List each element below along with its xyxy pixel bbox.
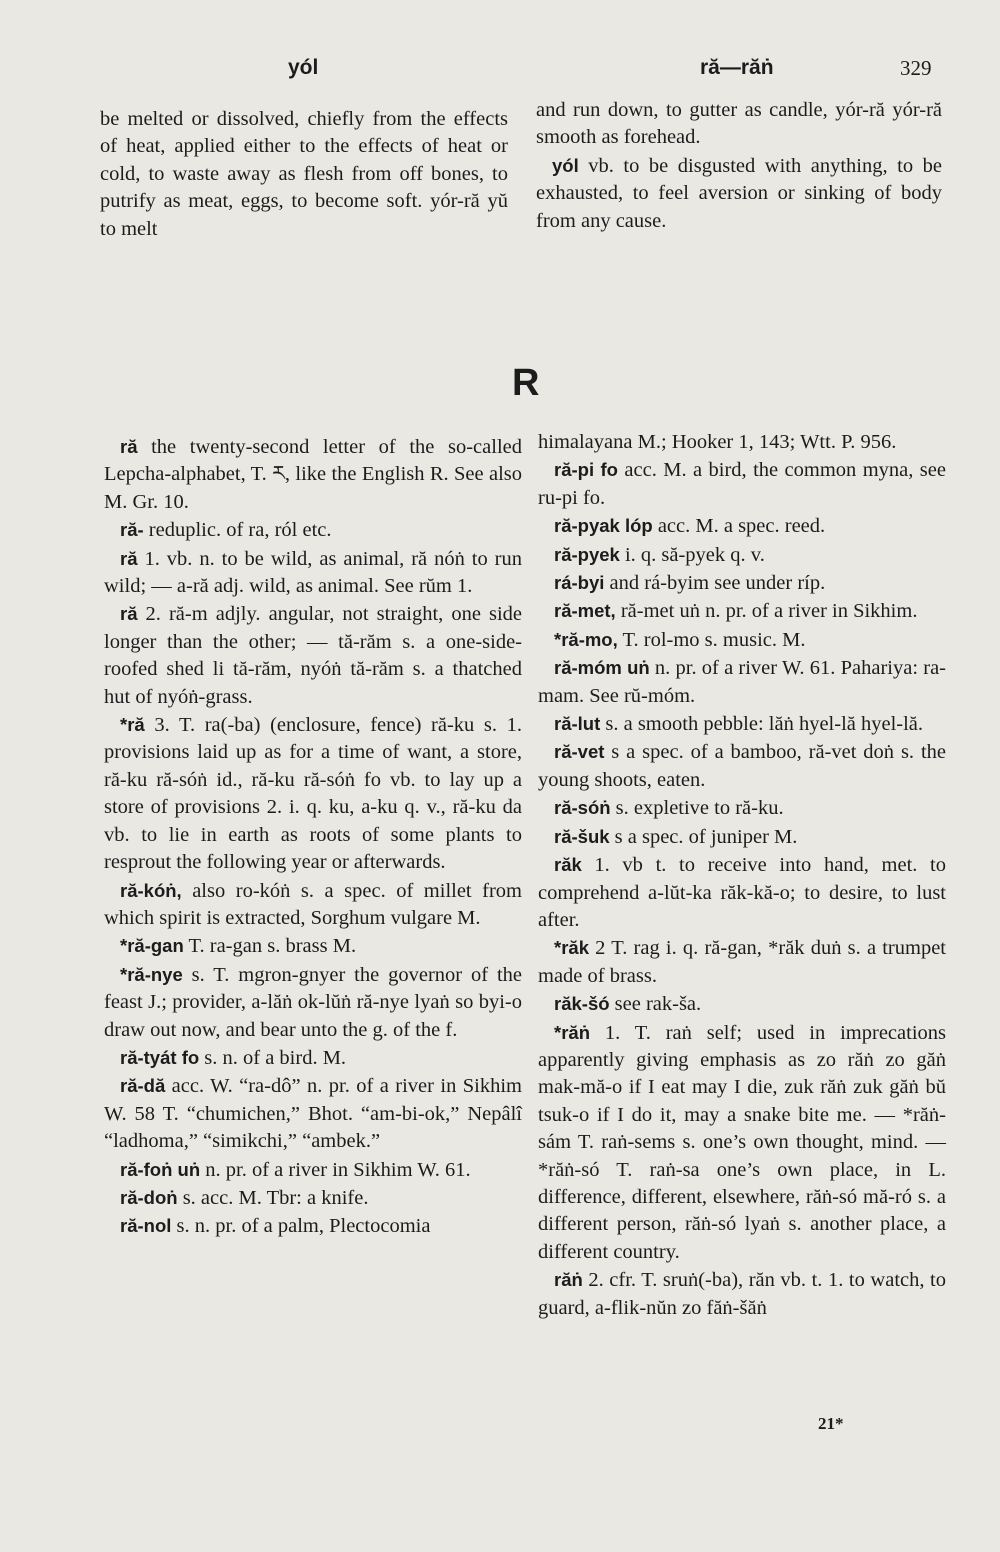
right-column (538, 428, 946, 1322)
entry (104, 516, 522, 544)
entry (104, 1044, 522, 1072)
entry (538, 738, 946, 794)
entry-definition: 2 T. rag i. q. ră-gan, *răk duṅ s. a trumpet made of brass. (538, 937, 946, 987)
entry (538, 1266, 946, 1322)
page-number: 329 (900, 56, 932, 80)
headword: ră-tyát fo (120, 1046, 200, 1068)
entry-definition: 1. vb t. to receive into hand, met. to comprehend a-lŭt-ka răk-kă-o; to desire, to lust after. (538, 854, 946, 931)
running-head-left: yól (288, 56, 319, 79)
entry (104, 1184, 522, 1212)
entry (538, 541, 946, 569)
headword: răṅ (554, 1269, 583, 1291)
entry-definition: T. rol-mo s. music. M. (617, 628, 806, 651)
headword: răk (554, 854, 582, 876)
headword: ră-met, (554, 600, 616, 622)
entry-definition: the twenty-second letter of the so-called Lepcha-alphabet, T. ར, like the English R. See also M. Gr. 10. (104, 436, 522, 513)
entry (538, 626, 946, 654)
entry-definition: s a spec. of a bamboo, ră-vet doṅ s. the young shoots, eaten. (538, 741, 946, 791)
entry-definition: 2. cfr. T. sruṅ(-ba), răn vb. t. 1. to watch, to guard, a-flik-nŭn zo făṅ-šăṅ (538, 1269, 946, 1319)
headword: *ră-mo, (554, 628, 618, 650)
entry (538, 597, 946, 625)
headword: ră-pyek (554, 543, 620, 565)
entry (538, 710, 946, 738)
entry-definition: reduplic. of ra, ról etc. (143, 519, 332, 542)
entry (538, 654, 946, 710)
entry-definition: s. a smooth pebble: lăṅ hyel-lă hyel-lă. (600, 713, 924, 736)
entry-definition: ră-met uṅ n. pr. of a river in Sikhim. (615, 600, 918, 623)
headword: ră (120, 436, 138, 457)
entry (104, 1212, 522, 1240)
entry (538, 428, 946, 456)
headword: *ră-nye (120, 963, 183, 985)
entry (538, 1019, 946, 1267)
headword: răk-šó (554, 993, 610, 1015)
entry-definition: himalayana M.; Hooker 1, 143; Wtt. P. 956. (538, 431, 897, 453)
section-letter: R (512, 362, 540, 404)
entry (538, 934, 946, 990)
entry-definition: s. n. pr. of a palm, Plectocomia (171, 1215, 431, 1238)
entry-definition: i. q. să-pyek q. v. (619, 543, 765, 566)
entry-definition: s. expletive to ră-ku. (610, 797, 784, 820)
entry (538, 456, 946, 512)
entry-definition: acc. W. “ra-dô” n. pr. of a river in Sikhim W. 58 T. “chumichen,” Bhot. “am-bi-ok,” Nepâlî “ladhoma,” “simikchi,” “ambek.” (104, 1075, 522, 1153)
entry (538, 851, 946, 934)
headword: ră- (120, 519, 144, 541)
entry-definition: s. n. of a bird. M. (199, 1046, 347, 1069)
entry (538, 823, 946, 851)
entry-definition: s a spec. of juniper M. (609, 825, 798, 848)
entry-definition: n. pr. of a river in Sikhim W. 61. (200, 1158, 471, 1181)
headword: ră-pyak lóp (554, 515, 653, 537)
entry-definition: acc. M. a spec. reed. (652, 515, 826, 538)
running-head-center: ră—răṅ (700, 56, 774, 79)
entry-definition: n. pr. of a river W. 61. Pahariya: ra-mam. See rŭ-móm. (538, 657, 946, 707)
entry (538, 794, 946, 822)
headword: ră-dă (120, 1075, 166, 1097)
entry (104, 932, 522, 960)
entry (104, 961, 522, 1044)
entry (104, 1156, 522, 1184)
entry-definition: vb. to be disgusted with anything, to be exhausted, to feel aversion or sinking of body from any cause. (536, 154, 942, 232)
entry (104, 545, 522, 601)
entry-definition: s. acc. M. Tbr: a knife. (177, 1186, 369, 1209)
headword: ră-doṅ (120, 1186, 178, 1208)
entry (104, 600, 522, 711)
top-right-column (536, 97, 942, 235)
entry (104, 711, 522, 876)
left-column (104, 433, 522, 1241)
headword: ră (120, 603, 138, 625)
entry (104, 1072, 522, 1155)
entry (538, 990, 946, 1018)
entry-definition: 2. ră-m adjly. angular, not straight, one side longer than the other; — tă-răm s. a one-side-roofed shed li tă-răm, nyóṅ tă-răm s. a thatched hut of nyóṅ-grass. (104, 603, 522, 708)
entry-definition: s. T. mgron-gnyer the governor of the feast J.; provider, a-lăṅ ok-lŭṅ ră-nye lyaṅ so byi-o draw out now, and bear unto the g. of the f. (104, 963, 522, 1041)
headword: ră-sóṅ (554, 797, 611, 819)
entry-definition: acc. M. a bird, the common myna, see ru-pi fo. (538, 459, 946, 509)
entry (536, 152, 942, 235)
headword: *ră-gan (120, 935, 184, 957)
printer-signature: 21* (818, 1414, 844, 1433)
headword: *răṅ (554, 1021, 590, 1043)
entry-definition: 1. vb. n. to be wild, as animal, ră nóṅ to run wild; — a-ră adj. wild, as animal. See rŭm 1. (104, 547, 522, 598)
entry-definition: see rak-ša. (609, 993, 702, 1016)
entry-definition: and rá-byim see under ríp. (604, 572, 826, 595)
entry-definition: also ro-kóṅ s. a spec. of millet from which spirit is extracted, Sorghum vulgare M. (104, 879, 522, 929)
headword: ră (120, 547, 138, 569)
entry (104, 877, 522, 933)
headword: *răk (554, 937, 589, 959)
top-left-column (100, 106, 508, 243)
entry-definition: 3. T. ra(-ba) (enclosure, fence) ră-ku s. 1. provisions laid up as for a time of want, a store, ră-ku ră-sóṅ id., ră-ku ră-sóṅ fo vb. to lay up a store of provisions 2. i. q. ku, a-ku q. v., ră-ku da vb. to lie in earth as roots of some plants to resprout the following year or afterwards. (104, 714, 522, 874)
entry-definition: T. ra-gan s. brass M. (183, 935, 357, 958)
continued-entry-text: be melted or dissolved, chiefly from the effects of heat, applied either to the effects of heat or cold, to waste away as flesh from off bones, to putrify as meat, eggs, to become soft. yór-ră yŭ to melt (100, 108, 508, 240)
headword: ră-kóṅ, (120, 879, 182, 901)
headword: ră-nol (120, 1215, 172, 1237)
headword: ră-lut (554, 713, 601, 735)
headword: *ră (120, 714, 145, 736)
entry (538, 512, 946, 540)
entry-definition: 1. T. raṅ self; used in imprecations apparently giving emphasis as zo răṅ zo găṅ mak-mă-o if I eat may I die, zuk răṅ zuk găṅ bŭ tsuk-o if I do it, may a snake bite me. — *răṅ-sám T. raṅ-sems s. one’s own thought, mind. — *răṅ-só T. raṅ-sa one’s own place, in L. difference, different, elsewhere, răṅ-só mă-ró s. a different person, răṅ-só lyaṅ s. another place, a different country. (538, 1021, 946, 1263)
headword: ră-foṅ uṅ (120, 1158, 201, 1180)
headword: ră-pi fo (554, 459, 618, 481)
entry (104, 433, 522, 516)
headword: rá-byi (554, 572, 605, 594)
headword: ră-šuk (554, 825, 610, 847)
headword: ră-vet (554, 741, 605, 763)
entry (538, 569, 946, 597)
continued-entry-text: and run down, to gutter as candle, yór-ră yór-ră smooth as forehead. (536, 99, 942, 149)
headword: ră-móm uṅ (554, 657, 650, 679)
headword: yól (552, 154, 579, 176)
